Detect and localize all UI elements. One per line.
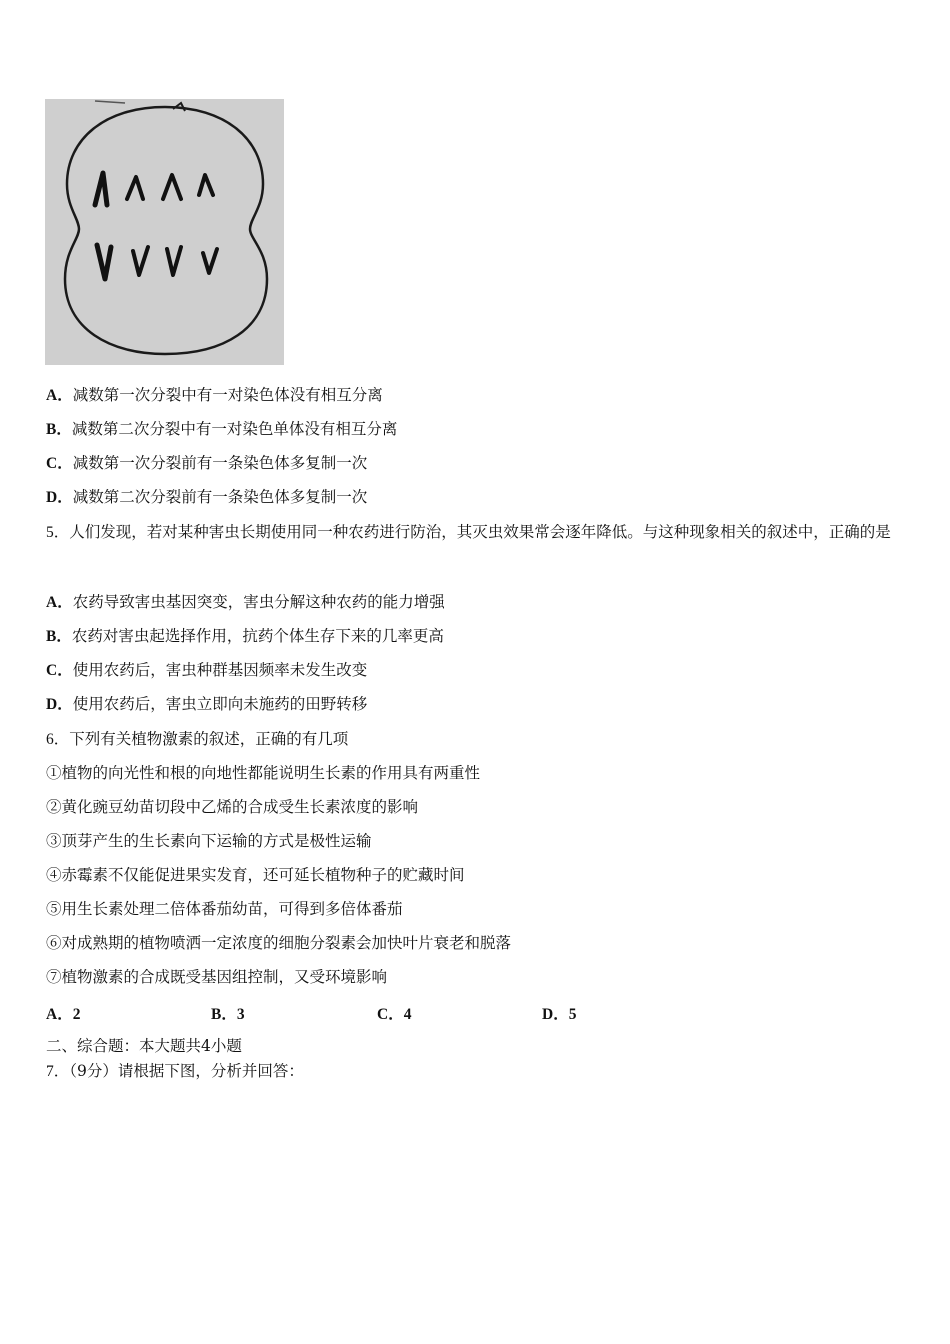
q6-option-b: B．3: [211, 1006, 245, 1023]
q5-option-c: C．使用农药后，害虫种群基因频率未发生改变: [46, 661, 368, 679]
cell-division-figure: [45, 99, 284, 365]
q4-option-a: A．减数第一次分裂中有一对染色体没有相互分离: [46, 386, 383, 404]
q6-stem: 6．下列有关植物激素的叙述，正确的有几项: [46, 730, 349, 748]
q5-option-d: D．使用农药后，害虫立即向未施药的田野转移: [46, 695, 368, 713]
q6-option-d: D．5: [542, 1006, 577, 1023]
q6-statement-7: ⑦植物激素的合成既受基因组控制，又受环境影响: [46, 968, 388, 986]
q4-option-d: D．减数第二次分裂前有一条染色体多复制一次: [46, 488, 368, 506]
q7-stem: 7．（9分）请根据下图，分析并回答：: [46, 1062, 304, 1080]
section-heading: 二、综合题：本大题共4小题: [46, 1037, 242, 1055]
q4-option-c: C．减数第一次分裂前有一条染色体多复制一次: [46, 454, 368, 472]
q6-statement-2: ②黄化豌豆幼苗切段中乙烯的合成受生长素浓度的影响: [46, 798, 419, 816]
q4-option-b: B．减数第二次分裂中有一对染色单体没有相互分离: [46, 420, 398, 438]
q5-option-a: A．农药导致害虫基因突变，害虫分解这种农药的能力增强: [46, 593, 445, 611]
q5-stem: 5．人们发现，若对某种害虫长期使用同一种农药进行防治，其灭虫效果常会逐年降低。与这种现象相关的叙述中，正确的是: [46, 523, 891, 541]
q6-option-a: A．2: [46, 1006, 81, 1023]
q6-statement-4: ④赤霉素不仅能促进果实发育，还可延长植物种子的贮藏时间: [46, 866, 465, 884]
q6-option-c: C．4: [377, 1006, 412, 1023]
q6-statement-1: ①植物的向光性和根的向地性都能说明生长素的作用具有两重性: [46, 764, 481, 782]
q6-options: [46, 1002, 746, 1022]
q6-statement-5: ⑤用生长素处理二倍体番茄幼苗，可得到多倍体番茄: [46, 900, 403, 918]
q6-statement-3: ③顶芽产生的生长素向下运输的方式是极性运输: [46, 832, 372, 850]
q5-option-b: B．农药对害虫起选择作用，抗药个体生存下来的几率更高: [46, 627, 444, 645]
q6-statement-6: ⑥对成熟期的植物喷洒一定浓度的细胞分裂素会加快叶片衰老和脱落: [46, 934, 512, 952]
